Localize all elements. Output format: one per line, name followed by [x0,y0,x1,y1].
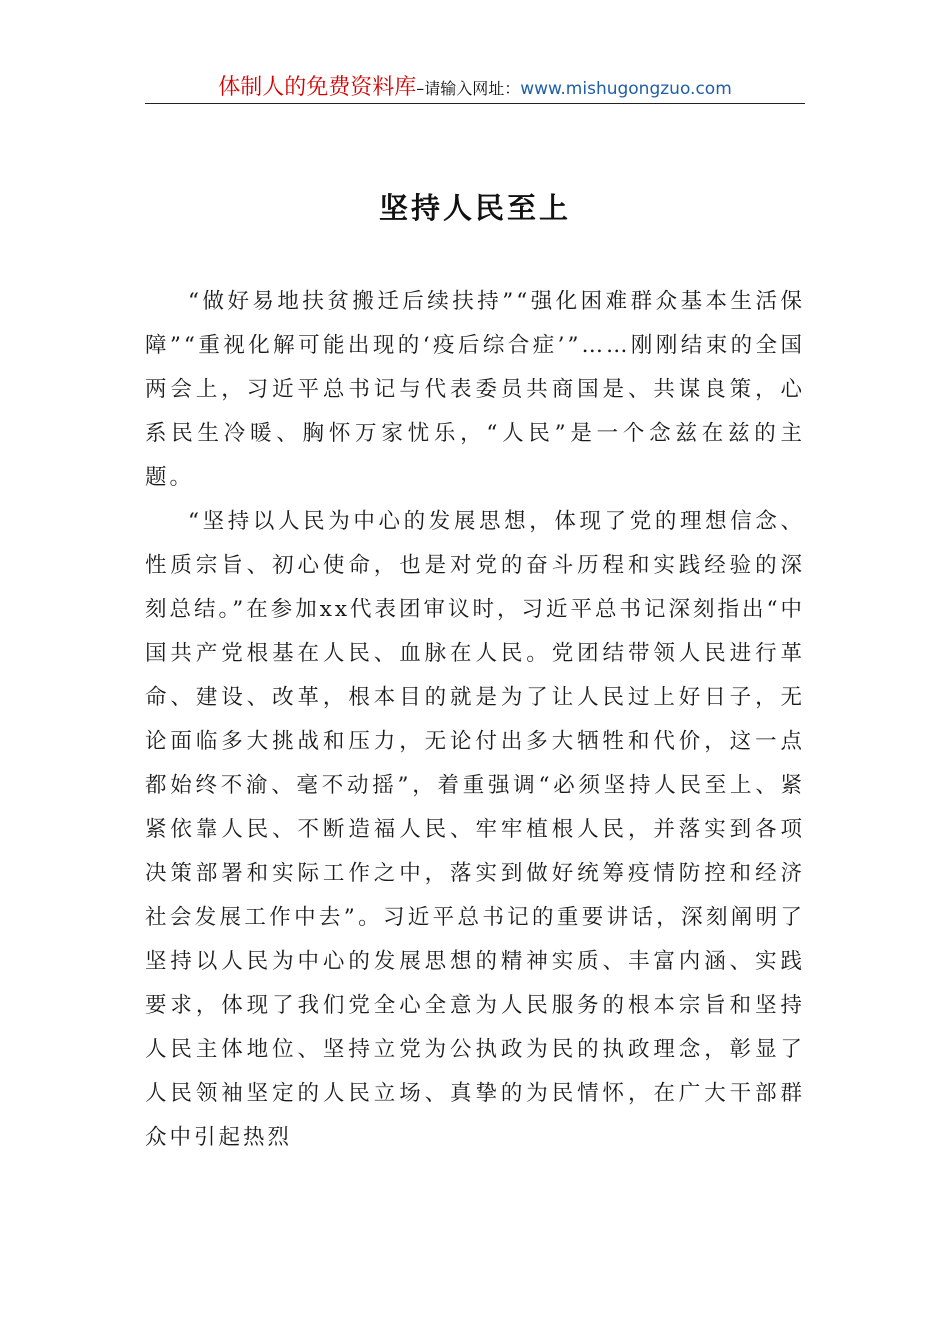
header-divider [145,103,805,104]
paragraph: “做好易地扶贫搬迁后续扶持”“强化困难群众基本生活保障”“重视化解可能出现的‘疫后综合症’”……刚刚结束的全国两会上，习近平总书记与代表委员共商国是、共谋良策，心系民生冷暖、胸怀万家忧乐，“人民”是一个念兹在兹的主题。 [145,289,805,490]
header-prompt: –请输入网址： [416,79,521,98]
paragraph: “坚持以人民为中心的发展思想，体现了党的理想信念、性质宗旨、初心使命，也是对党的奋斗历程和实践经验的深刻总结。”在参加xx代表团审议时，习近平总书记深刻指出“中国共产党根基在人民、血脉在人民。党团结带领人民进行革命、建设、改革，根本目的就是为了让人民过上好日子，无论面临多大挑战和压力，无论付出多大牺牲和代价，这一点都始终不渝、毫不动摇”，着重强调“必须坚持人民至上、紧紧依靠人民、不断造福人民、牢牢植根人民，并落实到各项决策部署和实际工作之中，落实到做好统筹疫情防控和经济社会发展工作中去”。习近平总书记的重要讲话，深刻阐明了坚持以人民为中心的发展思想的精神实质、丰富内涵、实践要求，体现了我们党全心全意为人民服务的根本宗旨和坚持人民主体地位、坚持立党为公执政为民的执政理念，彰显了人民领袖坚定的人民立场、真挚的为民情怀，在广大干部群众中引起热烈 [145,509,805,1150]
document-body [145,280,805,1160]
header-url-link[interactable]: www.mishugongzuo.com [520,79,732,99]
document-title: 坚持人民至上 [378,191,571,225]
header-brand: 体制人的免费资料库 [218,75,417,100]
page-header [145,70,805,102]
